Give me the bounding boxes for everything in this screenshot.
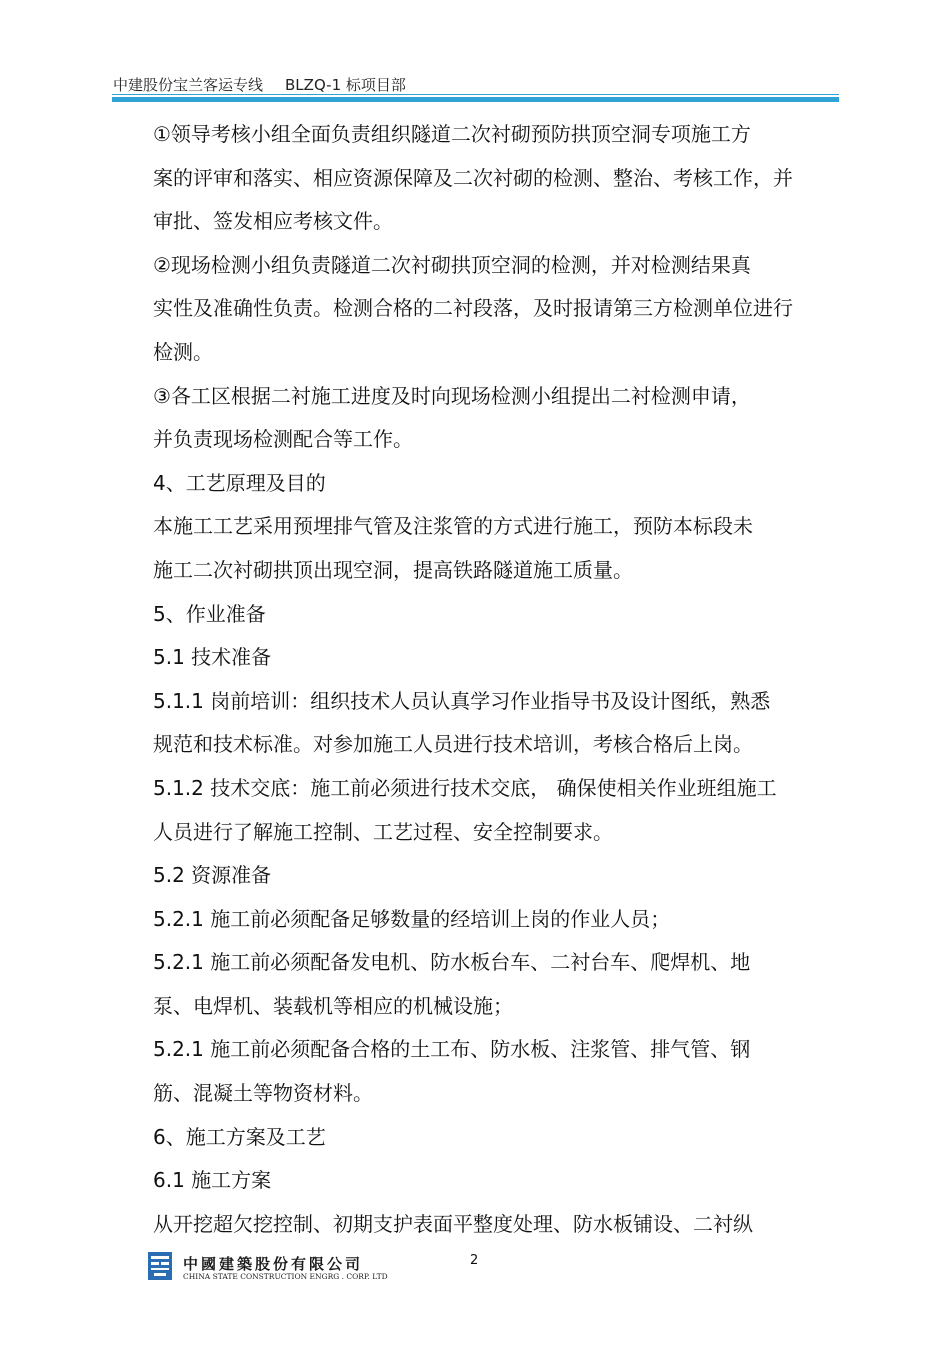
text-line: 5.2.1 施工前必须配备足够数量的经培训上岗的作业人员； xyxy=(153,906,671,931)
text-line: 案的评审和落实、相应资源保障及二次衬砌的检测、整治、考核工作，并 xyxy=(153,165,793,190)
text-line: 6.1 施工方案 xyxy=(153,1168,272,1193)
cscec-logo-icon xyxy=(148,1252,172,1280)
paragraph xyxy=(113,375,843,462)
text-line: 泵、电焊机、装载机等相应的机械设施； xyxy=(153,993,513,1018)
text-line: 人员进行了解施工控制、工艺过程、安全控制要求。 xyxy=(153,819,613,844)
text-line: 从开挖超欠挖控制、初期支护表面平整度处理、防水板铺设、二衬纵 xyxy=(153,1211,753,1236)
header-project-name: 中建股份宝兰客运专线 xyxy=(113,76,264,94)
text-line: 并负责现场检测配合等工作。 xyxy=(153,427,413,452)
paragraph xyxy=(113,1116,843,1160)
header-rule-thin xyxy=(112,94,839,95)
paragraph xyxy=(113,505,843,592)
text-line: 本施工工艺采用预埋排气管及注浆管的方式进行施工，预防本标段未 xyxy=(153,514,753,539)
text-line: ①领导考核小组全面负责组织隧道二次衬砌预防拱顶空洞专项施工方 xyxy=(153,122,751,146)
text-line: ②现场检测小组负责隧道二次衬砌拱顶空洞的检测，并对检测结果真 xyxy=(153,252,751,277)
paragraph xyxy=(113,462,843,506)
footer-company-name-en: CHINA STATE CONSTRUCTION ENGRG . CORP. LTD xyxy=(183,1272,388,1281)
paragraph xyxy=(113,941,843,1028)
text-line: 施工二次衬砌拱顶出现空洞，提高铁路隧道施工质量。 xyxy=(153,557,633,582)
text-line: 检测。 xyxy=(153,339,213,364)
paragraph xyxy=(113,1203,843,1247)
text-line: 5.2.1 施工前必须配备发电机、防水板台车、二衬台车、爬焊机、地 xyxy=(153,950,751,975)
header-project-code: BLZQ-1 标项目部 xyxy=(285,76,406,94)
document-body xyxy=(113,113,843,1246)
paragraph xyxy=(113,767,843,854)
paragraph xyxy=(113,680,843,767)
text-line: 6、施工方案及工艺 xyxy=(153,1124,326,1149)
paragraph xyxy=(113,636,843,680)
text-line: 4、工艺原理及目的 xyxy=(153,470,326,495)
paragraph xyxy=(113,898,843,942)
page-header xyxy=(113,74,406,95)
paragraph xyxy=(113,113,843,244)
text-line: 筋、混凝土等物资材料。 xyxy=(153,1081,373,1106)
header-rule-thick xyxy=(112,97,839,102)
text-line: 5、作业准备 xyxy=(153,601,266,626)
paragraph xyxy=(113,854,843,898)
text-line: 5.2 资源准备 xyxy=(153,863,272,888)
text-line: 审批、签发相应考核文件。 xyxy=(153,209,393,234)
paragraph xyxy=(113,1028,843,1115)
text-line: 规范和技术标准。对参加施工人员进行技术培训，考核合格后上岗。 xyxy=(153,732,753,757)
paragraph xyxy=(113,1159,843,1203)
text-line: 5.2.1 施工前必须配备合格的土工布、防水板、注浆管、排气管、钢 xyxy=(153,1037,751,1062)
text-line: 5.1.1 岗前培训：组织技术人员认真学习作业指导书及设计图纸，熟悉 xyxy=(153,688,771,713)
text-line: 5.1.2 技术交底：施工前必须进行技术交底， 确保使相关作业班组施工 xyxy=(153,775,777,800)
footer-company-name: 中國建築股份有限公司 xyxy=(183,1255,364,1273)
text-line: ③各工区根据二衬施工进度及时向现场检测小组提出二衬检测申请， xyxy=(153,383,751,408)
paragraph xyxy=(113,593,843,637)
paragraph xyxy=(113,244,843,375)
text-line: 5.1 技术准备 xyxy=(153,645,272,670)
page-number: 2 xyxy=(470,1253,479,1268)
text-line: 实性及准确性负责。检测合格的二衬段落，及时报请第三方检测单位进行 xyxy=(153,296,793,321)
